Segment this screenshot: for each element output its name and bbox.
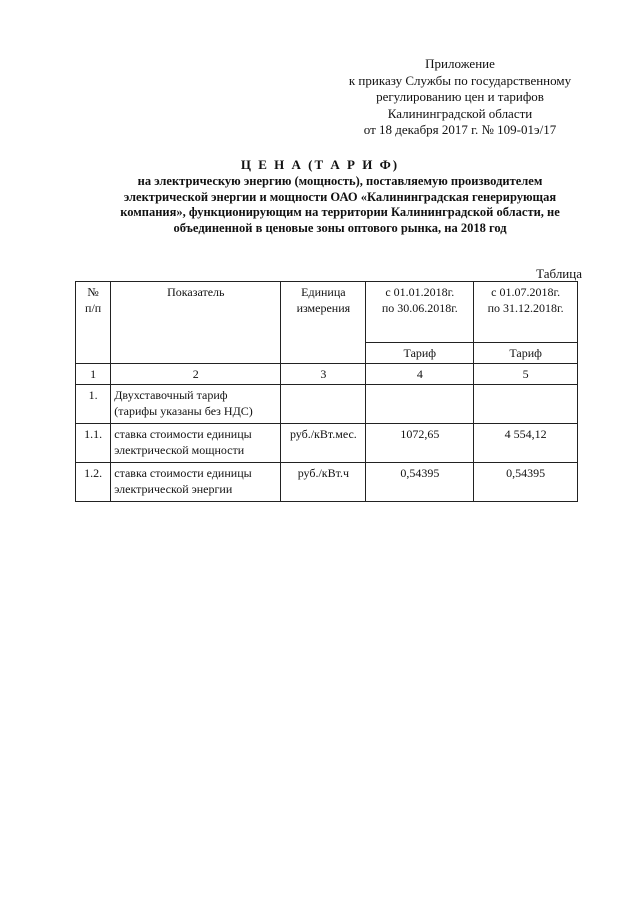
annex-line: Калининградской области <box>387 105 533 121</box>
column-number: 5 <box>474 364 578 385</box>
header-no-line: № <box>87 285 99 299</box>
indicator-line: ставка стоимости единицы <box>114 427 252 441</box>
row-tariff-2 <box>474 385 578 424</box>
header-period-line: с 01.07.2018г. <box>491 285 561 299</box>
annex-line: регулированию цен и тарифов <box>376 89 544 104</box>
header-unit <box>281 282 366 364</box>
column-number: 2 <box>111 364 281 385</box>
document-subtitle <box>95 174 585 236</box>
row-tariff-1: 0,54395 <box>366 463 474 502</box>
header-period-2 <box>474 282 578 343</box>
column-number: 1 <box>76 364 111 385</box>
row-number: 1.1. <box>76 424 111 463</box>
header-unit-line: Единица <box>301 285 346 299</box>
row-unit: руб./кВт.ч <box>281 463 366 502</box>
row-indicator <box>111 463 281 502</box>
row-unit: руб./кВт.мес. <box>281 424 366 463</box>
subtitle-line: электрической энергии и мощности ОАО «Калининградская генерирующая <box>123 189 557 204</box>
annex-line: к приказу Службы по государственному <box>348 72 572 88</box>
header-no <box>76 282 111 364</box>
annex-line: Приложение <box>425 56 495 71</box>
header-name: Показатель <box>111 282 281 364</box>
subtitle-line: объединенной в ценовые зоны оптового рынка, на 2018 год <box>173 220 507 235</box>
table-header-row <box>76 282 578 343</box>
header-period-line: с 01.01.2018г. <box>385 285 455 299</box>
row-tariff-1: 1072,65 <box>366 424 474 463</box>
indicator-line: ставка стоимости единицы <box>114 466 252 480</box>
column-number: 4 <box>366 364 474 385</box>
row-number: 1.2. <box>76 463 111 502</box>
table-row <box>76 424 578 463</box>
row-indicator <box>111 424 281 463</box>
table-column-numbers-row <box>76 364 578 385</box>
column-number: 3 <box>281 364 366 385</box>
header-period-1 <box>366 282 474 343</box>
header-period-line: по 31.12.2018г. <box>487 301 564 315</box>
table-row <box>76 463 578 502</box>
indicator-line: (тарифы указаны без НДС) <box>114 404 253 418</box>
subtitle-line: на электрическую энергию (мощность), поставляемую производителем <box>137 174 543 188</box>
header-tariff-2: Тариф <box>474 343 578 364</box>
indicator-line: электрической энергии <box>114 482 233 496</box>
row-tariff-2: 0,54395 <box>474 463 578 502</box>
row-number: 1. <box>76 385 111 424</box>
header-no-line: п/п <box>85 301 102 315</box>
document-title: Ц Е Н А (Т А Р И Ф) <box>240 157 400 172</box>
indicator-line: Двухставочный тариф <box>114 388 228 402</box>
tariff-table <box>75 281 578 502</box>
subtitle-line: компания», функционирующим на территории Калининградской области, не <box>120 205 560 219</box>
annex-block <box>330 56 590 139</box>
row-tariff-2: 4 554,12 <box>474 424 578 463</box>
header-unit-line: измерения <box>296 301 351 315</box>
header-period-line: по 30.06.2018г. <box>381 301 458 315</box>
annex-line: от 18 декабря 2017 г. № 109-01э/17 <box>363 122 557 137</box>
table-row <box>76 385 578 424</box>
indicator-line: электрической мощности <box>114 443 245 457</box>
row-tariff-1 <box>366 385 474 424</box>
header-tariff-1: Тариф <box>366 343 474 364</box>
row-unit <box>281 385 366 424</box>
row-indicator <box>111 385 281 424</box>
table-caption: Таблица <box>536 266 582 281</box>
